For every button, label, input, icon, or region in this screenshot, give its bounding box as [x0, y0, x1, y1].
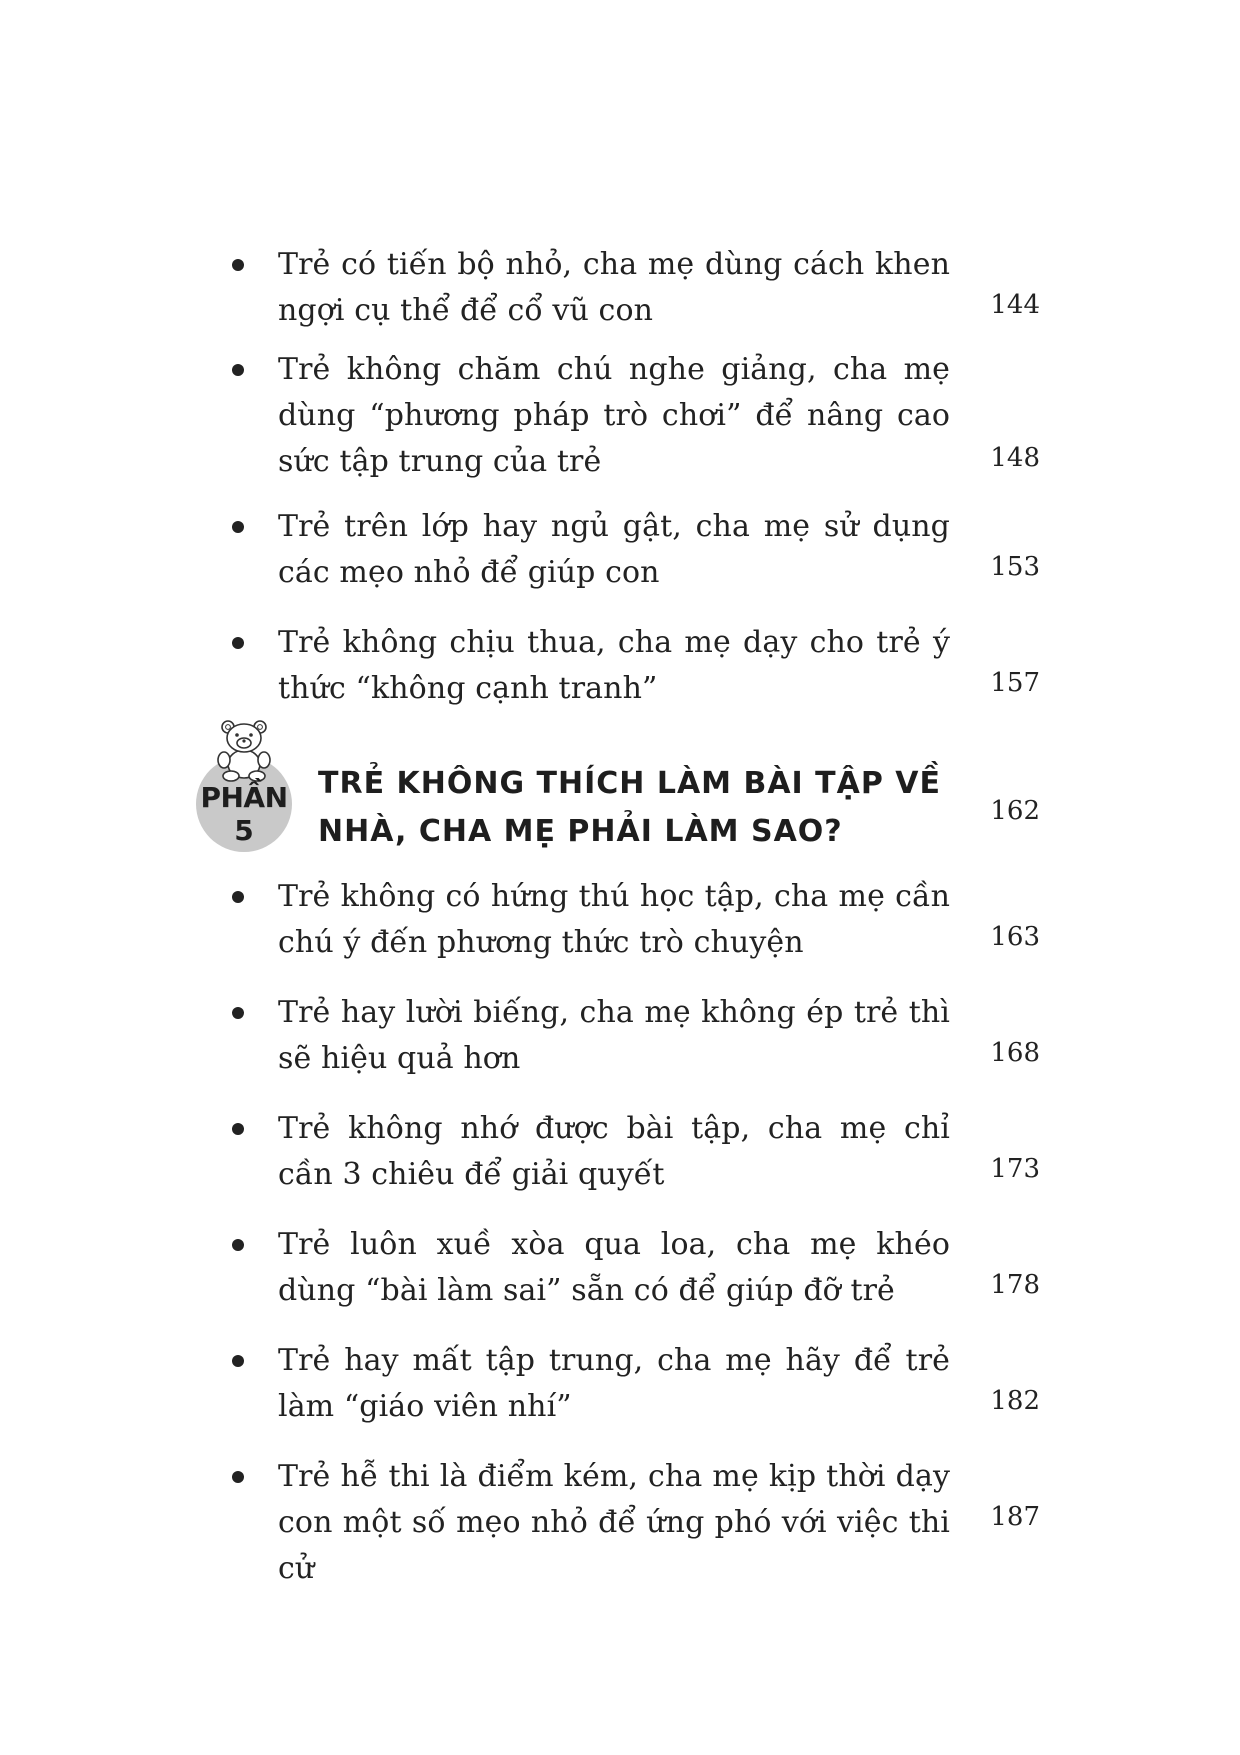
- toc-entry-page: 178: [990, 1270, 1040, 1300]
- bullet-icon: [232, 1007, 244, 1019]
- bullet-icon: [232, 1471, 244, 1483]
- section-header[interactable]: [0, 718, 1240, 868]
- toc-entry-text: Trẻ luôn xuề xòa qua loa, cha mẹ khéo dùng “bài làm sai” sẵn có để giúp đỡ trẻ: [278, 1227, 950, 1308]
- bullet-icon: [232, 1355, 244, 1367]
- toc-entry-page: 163: [990, 922, 1040, 952]
- toc-entry-text: Trẻ không nhớ được bài tập, cha mẹ chỉ cần 3 chiêu để giải quyết: [278, 1111, 950, 1192]
- toc-entry-page: 148: [990, 443, 1040, 473]
- section-label: PHẦN: [200, 781, 288, 814]
- toc-entry-page: 157: [990, 668, 1040, 698]
- section-number: 5: [234, 814, 254, 847]
- toc-entry-text: Trẻ trên lớp hay ngủ gật, cha mẹ sử dụng các mẹo nhỏ để giúp con: [278, 509, 950, 590]
- toc-entry-page: 173: [990, 1154, 1040, 1184]
- toc-entry-text: Trẻ có tiến bộ nhỏ, cha mẹ dùng cách khen ngợi cụ thể để cổ vũ con: [278, 247, 950, 328]
- toc-entry-text: Trẻ không chăm chú nghe giảng, cha mẹ dùng “phương pháp trò chơi” để nâng cao sức tập trung của trẻ: [278, 352, 950, 479]
- toc-entry-page: 144: [990, 290, 1040, 320]
- bullet-icon: [232, 259, 244, 271]
- section-page: 162: [990, 796, 1040, 826]
- bullet-icon: [232, 521, 244, 533]
- toc-entry-text: Trẻ không chịu thua, cha mẹ dạy cho trẻ ý thức “không cạnh tranh”: [278, 625, 950, 706]
- toc-entry-page: 153: [990, 552, 1040, 582]
- bullet-icon: [232, 1239, 244, 1251]
- toc-entry-text: Trẻ hay lười biếng, cha mẹ không ép trẻ thì sẽ hiệu quả hơn: [278, 995, 950, 1076]
- toc-entry-text: Trẻ không có hứng thú học tập, cha mẹ cần chú ý đến phương thức trò chuyện: [278, 879, 950, 960]
- bullet-icon: [232, 1123, 244, 1135]
- toc-entry-text: Trẻ hay mất tập trung, cha mẹ hãy để trẻ làm “giáo viên nhí”: [278, 1343, 950, 1424]
- bullet-icon: [232, 364, 244, 376]
- bullet-icon: [232, 637, 244, 649]
- toc-entry-page: 168: [990, 1038, 1040, 1068]
- section-title: TRẺ KHÔNG THÍCH LÀM BÀI TẬP VỀ NHÀ, CHA MẸ PHẢI LÀM SAO?: [318, 766, 941, 849]
- toc-entry-page: 182: [990, 1386, 1040, 1416]
- bullet-icon: [232, 891, 244, 903]
- teddy-bear-icon: [206, 718, 282, 782]
- toc-entry-text: Trẻ hễ thi là điểm kém, cha mẹ kịp thời dạy con một số mẹo nhỏ để ứng phó với việc thi cử: [278, 1459, 950, 1586]
- toc-entry-page: 187: [990, 1502, 1040, 1532]
